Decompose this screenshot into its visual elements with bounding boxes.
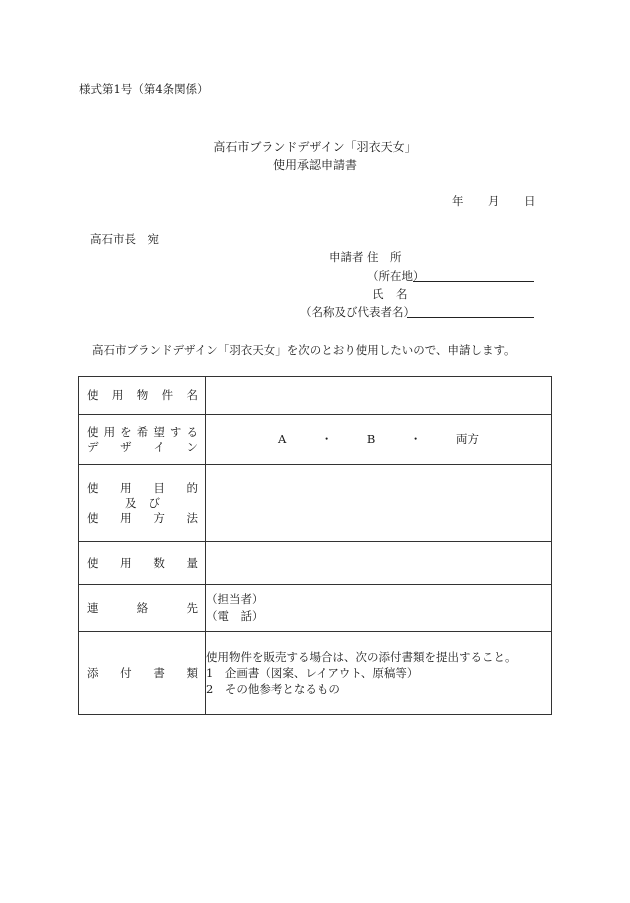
location-label: （所在地） <box>367 269 425 283</box>
design-option-b[interactable]: B <box>366 432 376 446</box>
table-row <box>79 377 552 415</box>
table-row <box>79 415 552 465</box>
table-row <box>79 542 552 585</box>
form-number: 様式第1号（第4条関係） <box>79 82 209 96</box>
representative-field-line[interactable] <box>407 317 534 318</box>
contact-phone-label: （電 話） <box>206 609 264 623</box>
location-field-line[interactable] <box>413 281 534 282</box>
design-separator: ・ <box>409 432 422 446</box>
contact-field[interactable] <box>206 585 552 632</box>
quantity-field[interactable] <box>206 542 552 585</box>
applicant-label: 申請者 <box>329 250 364 264</box>
name-label-char: 氏 <box>372 287 384 301</box>
attachment-item: 2 その他参考となるもの <box>206 682 340 696</box>
application-statement: 高石市ブランドデザイン「羽衣天女」を次のとおり使用したいので、申請します。 <box>92 343 516 357</box>
date-day-label: 日 <box>524 194 536 208</box>
design-label: 使 用 を 希 望 す る デ ザ イ ン <box>79 415 206 465</box>
attachments-field <box>206 632 552 715</box>
attachment-item: 1 企画書（図案、レイアウト、原稿等） <box>206 666 419 680</box>
table-row <box>79 632 552 715</box>
application-table <box>78 376 552 715</box>
object-name-label: 使 用 物 件 名 <box>79 377 206 415</box>
addressee: 高石市長 宛 <box>90 232 159 246</box>
name-label-char: 名 <box>396 287 408 301</box>
contact-person-label: （担当者） <box>206 592 264 606</box>
design-field[interactable] <box>206 415 552 465</box>
date-year-label: 年 <box>452 194 464 208</box>
design-option-both[interactable]: 両方 <box>455 432 479 446</box>
object-name-field[interactable] <box>206 377 552 415</box>
design-option-a[interactable]: A <box>278 432 287 446</box>
form-title: 高石市ブランドデザイン「羽衣天女」 <box>213 140 417 154</box>
address-label: 住 所 <box>367 250 402 264</box>
date-month-label: 月 <box>488 194 500 208</box>
quantity-label: 使 用 数 量 <box>79 542 206 585</box>
representative-label: （名称及び代表者名） <box>300 305 415 319</box>
attachments-note: 使用物件を販売する場合は、次の添付書類を提出すること。 <box>206 650 517 664</box>
table-row <box>79 465 552 542</box>
attachments-label: 添 付 書 類 <box>79 632 206 715</box>
table-row <box>79 585 552 632</box>
design-separator: ・ <box>320 432 333 446</box>
form-subtitle: 使用承認申請書 <box>272 158 357 172</box>
contact-label: 連 絡 先 <box>79 585 206 632</box>
purpose-field[interactable] <box>206 465 552 542</box>
purpose-label: 使 用 目 的 及 び 使 用 方 法 <box>79 465 206 542</box>
